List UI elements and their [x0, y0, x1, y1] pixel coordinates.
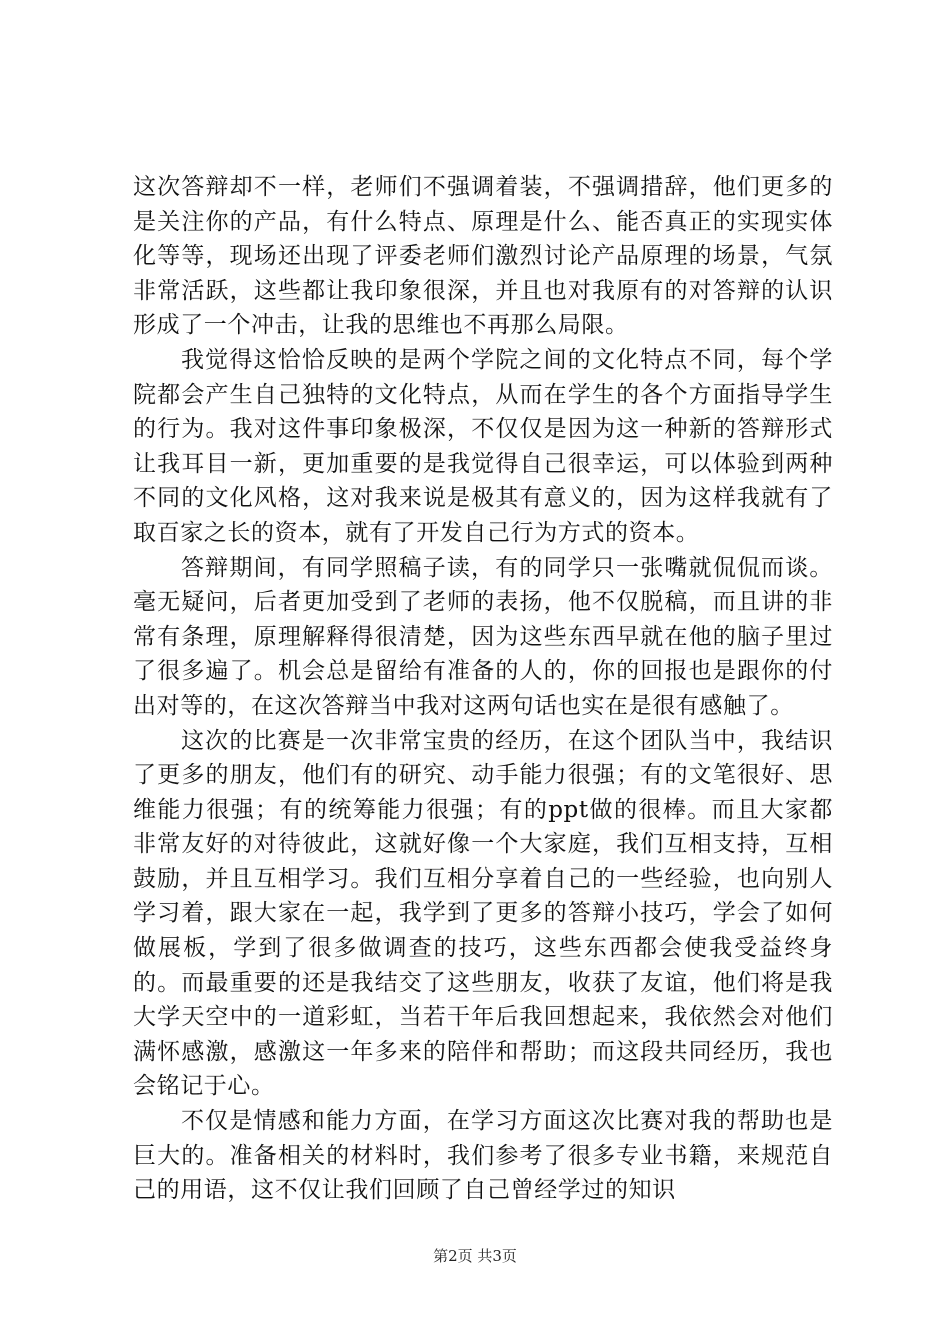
paragraph-3: 答辩期间，有同学照稿子读，有的同学只一张嘴就侃侃而谈。毫无疑问，后者更加受到了老师的表扬，他不仅脱稿，而且讲的非常有条理，原理解释得很清楚，因为这些东西早就在他的脑子里过了很多遍了。机会总是留给有准备的人的，你的回报也是跟你的付出对等的，在这次答辩当中我对这两句话也实在是很有感触了。 — [133, 554, 833, 719]
document-body — [133, 170, 833, 1208]
page-number-footer: 第2页 共3页 — [433, 1247, 517, 1265]
paragraph-5: 不仅是情感和能力方面，在学习方面这次比赛对我的帮助也是巨大的。准备相关的材料时，我们参考了很多专业书籍，来规范自己的用语，这不仅让我们回顾了自己曾经学过的知识 — [133, 1108, 833, 1204]
paragraph-4: 这次的比赛是一次非常宝贵的经历，在这个团队当中，我结识了更多的朋友，他们有的研究、动手能力很强；有的文笔很好、思维能力很强；有的统筹能力很强；有的ppt做的很棒。而且大家都非常友好的对待彼此，这就好像一个大家庭，我们互相支持，互相鼓励，并且互相学习。我们互相分享着自己的一些经验，也向别人学习着，跟大家在一起，我学到了更多的答辩小技巧，学会了如何做展板，学到了很多做调查的技巧，这些东西都会使我受益终身的。而最重要的还是我结交了这些朋友，收获了友谊，他们将是我大学天空中的一道彩虹，当若干年后我回想起来，我依然会对他们满怀感激，感激这一年多来的陪伴和帮助；而这段共同经历，我也会铭记于心。 — [133, 727, 833, 1100]
paragraph-1: 这次答辩却不一样，老师们不强调着装，不强调措辞，他们更多的是关注你的产品，有什么特点、原理是什么、能否真正的实现实体化等等，现场还出现了评委老师们激烈讨论产品原理的场景，气氛非常活跃，这些都让我印象很深，并且也对我原有的对答辩的认识形成了一个冲击，让我的思维也不再那么局限。 — [133, 174, 833, 339]
paragraph-2: 我觉得这恰恰反映的是两个学院之间的文化特点不同，每个学院都会产生自己独特的文化特点，从而在学生的各个方面指导学生的行为。我对这件事印象极深，不仅仅是因为这一种新的答辩形式让我耳目一新，更加重要的是我觉得自己很幸运，可以体验到两种不同的文化风格，这对我来说是极其有意义的，因为这样我就有了取百家之长的资本，就有了开发自己行为方式的资本。 — [133, 346, 833, 546]
